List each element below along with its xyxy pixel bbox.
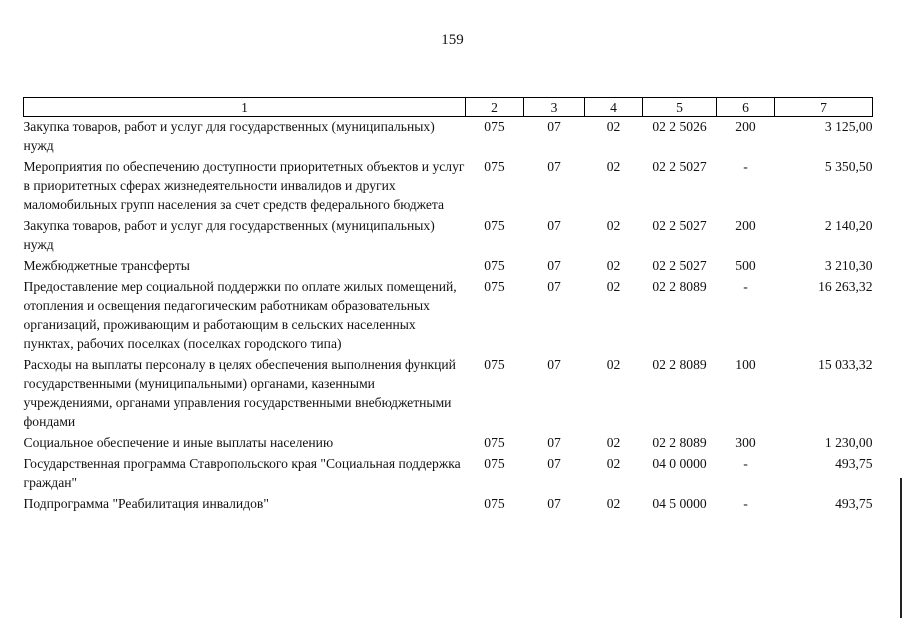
table-row [24, 117, 873, 158]
header-col-3: 3 [524, 98, 585, 117]
row-code-target: 02 2 8089 [652, 357, 707, 372]
row-name: Закупка товаров, работ и услуг для государственных (муниципальных) нужд [23, 218, 435, 252]
row-name: Предоставление мер социальной поддержки по оплате жилых помещений, отопления и освещения педагогическим работникам образовательных организаций, проживающим и работающим в сельских населенных пунктах, рабочих поселках (поселках городского типа) [23, 279, 457, 351]
row-code-ministry: 075 [484, 218, 505, 233]
header-col-4: 4 [585, 98, 643, 117]
row-code-subsection: 02 [606, 435, 621, 450]
table-header-row [24, 98, 873, 117]
row-code-target: 02 2 8089 [652, 279, 707, 294]
row-code-ministry: 075 [484, 159, 505, 174]
table-row [24, 454, 873, 494]
row-name: Мероприятия по обеспечению доступности приоритетных объектов и услуг в приоритетных сферах жизнедеятельности инвалидов и других маломобильных групп населения за счет средств федерального бюджета [23, 159, 465, 212]
table-row [24, 157, 873, 216]
row-name: Закупка товаров, работ и услуг для государственных (муниципальных) нужд [23, 119, 435, 153]
row-code-subsection: 02 [606, 496, 621, 511]
row-code-subsection: 02 [606, 218, 621, 233]
row-amount: 15 033,32 [818, 357, 873, 372]
table-row [24, 433, 873, 454]
row-amount: 493,75 [835, 456, 873, 471]
table-row [24, 216, 873, 256]
table-row [24, 277, 873, 355]
header-col-1: 1 [24, 98, 466, 117]
row-code-ministry: 075 [484, 279, 505, 294]
row-amount: 1 230,00 [824, 435, 873, 450]
row-code-subsection: 02 [606, 119, 621, 134]
row-amount: 5 350,50 [824, 159, 873, 174]
row-code-expense-type: - [743, 496, 748, 511]
row-code-ministry: 075 [484, 119, 505, 134]
row-code-target: 02 2 5027 [652, 159, 707, 174]
row-code-section: 07 [547, 456, 561, 471]
row-code-section: 07 [547, 258, 561, 273]
table-row [24, 256, 873, 277]
row-code-section: 07 [547, 119, 561, 134]
row-code-expense-type: - [743, 456, 748, 471]
row-code-expense-type: 500 [735, 258, 756, 273]
scan-edge-mark [900, 478, 902, 618]
row-code-section: 07 [547, 159, 561, 174]
row-amount: 3 125,00 [824, 119, 873, 134]
row-code-ministry: 075 [484, 357, 505, 372]
row-code-ministry: 075 [484, 435, 505, 450]
row-code-target: 02 2 8089 [652, 435, 707, 450]
table-row [24, 494, 873, 515]
header-col-7: 7 [775, 98, 873, 117]
row-amount: 16 263,32 [818, 279, 873, 294]
row-code-section: 07 [547, 279, 561, 294]
row-code-expense-type: - [743, 279, 748, 294]
row-code-ministry: 075 [484, 496, 505, 511]
row-name: Социальное обеспечение и иные выплаты населению [23, 435, 334, 450]
row-code-target: 02 2 5027 [652, 258, 707, 273]
row-name: Государственная программа Ставропольского края "Социальная поддержка граждан" [23, 456, 461, 490]
header-col-2: 2 [466, 98, 524, 117]
row-code-subsection: 02 [606, 456, 621, 471]
row-code-expense-type: 100 [735, 357, 756, 372]
row-code-subsection: 02 [606, 357, 621, 372]
table-row [24, 355, 873, 433]
row-amount: 3 210,30 [824, 258, 873, 273]
row-name: Межбюджетные трансферты [23, 258, 190, 273]
row-code-subsection: 02 [606, 258, 621, 273]
header-col-6: 6 [717, 98, 775, 117]
header-col-5: 5 [643, 98, 717, 117]
row-code-section: 07 [547, 218, 561, 233]
row-amount: 493,75 [835, 496, 873, 511]
row-code-subsection: 02 [606, 279, 621, 294]
row-code-ministry: 075 [484, 456, 505, 471]
row-code-target: 04 0 0000 [652, 456, 707, 471]
row-code-target: 02 2 5027 [652, 218, 707, 233]
row-code-section: 07 [547, 435, 561, 450]
row-code-expense-type: 200 [735, 119, 756, 134]
row-name: Расходы на выплаты персоналу в целях обеспечения выполнения функций государственными (муниципальными) органами, казенными учреждениями, органами управления государственными внебюджетными фондами [23, 357, 456, 429]
page-number: 159 [441, 32, 464, 48]
row-code-subsection: 02 [606, 159, 621, 174]
row-code-expense-type: - [743, 159, 748, 174]
row-code-expense-type: 300 [735, 435, 756, 450]
row-code-expense-type: 200 [735, 218, 756, 233]
row-amount: 2 140,20 [824, 218, 873, 233]
row-name: Подпрограмма "Реабилитация инвалидов" [23, 496, 269, 511]
row-code-ministry: 075 [484, 258, 505, 273]
row-code-target: 04 5 0000 [652, 496, 707, 511]
row-code-section: 07 [547, 357, 561, 372]
budget-table [23, 97, 873, 515]
row-code-section: 07 [547, 496, 561, 511]
row-code-target: 02 2 5026 [652, 119, 707, 134]
